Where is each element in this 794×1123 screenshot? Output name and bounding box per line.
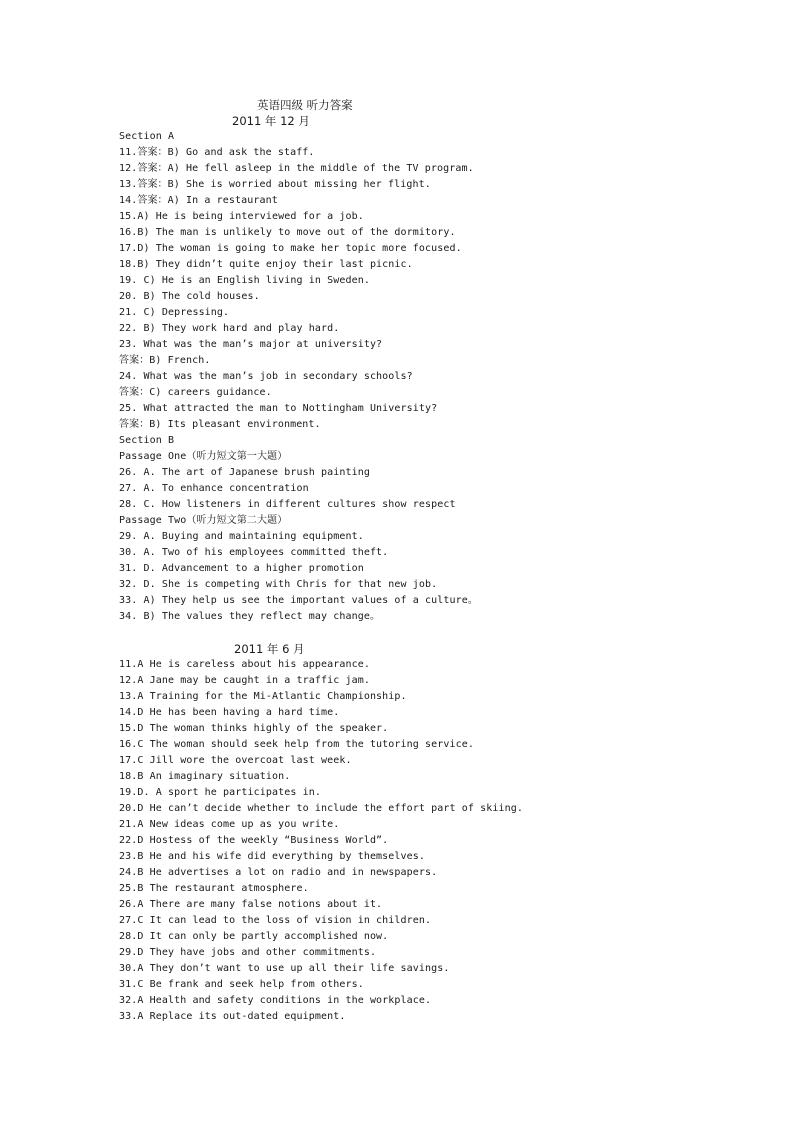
answer-line: 23.B He and his wife did everything by themselves. <box>119 851 426 862</box>
answer-line: 16.B) The man is unlikely to move out of the dormitory. <box>119 227 456 238</box>
answer-line: 19.D. A sport he participates in. <box>119 787 321 798</box>
answer-line: 16.C The woman should seek help from the tutoring service. <box>119 739 474 750</box>
answer-line: 20. B) The cold houses. <box>119 291 260 302</box>
answer-line: 13.A Training for the Mi-Atlantic Championship. <box>119 691 407 702</box>
answer-line: 22. B) They work hard and play hard. <box>119 323 340 334</box>
answer-line: 答案：B) French. <box>119 355 211 366</box>
section-heading-dec-2011: 2011 年 12 月 <box>232 114 310 128</box>
answer-line: Section B <box>119 435 175 446</box>
answer-line: 29.D They have jobs and other commitments. <box>119 947 377 958</box>
answer-line: 32.A Health and safety conditions in the workplace. <box>119 995 432 1006</box>
answer-line: 28.D It can only be partly accomplished now. <box>119 931 389 942</box>
answer-line: 15.A) He is being interviewed for a job. <box>119 211 364 222</box>
answer-line: 18.B) They didn’t quite enjoy their last picnic. <box>119 259 413 270</box>
answer-line: 24.B He advertises a lot on radio and in newspapers. <box>119 867 438 878</box>
answer-line: 13.答案：B) She is worried about missing her flight. <box>119 179 431 190</box>
section-heading-jun-2011: 2011 年 6 月 <box>234 642 305 656</box>
answer-line: 31.C Be frank and seek help from others. <box>119 979 364 990</box>
answer-line: 11.A He is careless about his appearance. <box>119 659 370 670</box>
answer-line: 14.D He has been having a hard time. <box>119 707 340 718</box>
answer-list-jun-2011 <box>119 657 523 1025</box>
answer-line: 14.答案：A) In a restaurant <box>119 195 278 206</box>
answer-line: 26.A There are many false notions about it. <box>119 899 383 910</box>
answer-line: 30.A They don’t want to use up all their life savings. <box>119 963 450 974</box>
answer-line: 27.C It can lead to the loss of vision in children. <box>119 915 432 926</box>
answer-line: 32. D. She is competing with Chris for that new job. <box>119 579 438 590</box>
answer-line: 23. What was the man’s major at university? <box>119 339 383 350</box>
answer-line: Passage One（听力短文第一大题） <box>119 451 288 462</box>
answer-list-dec-2011 <box>119 129 478 625</box>
answer-line: 答案：B) Its pleasant environment. <box>119 419 321 430</box>
answer-line: 12.答案：A) He fell asleep in the middle of the TV program. <box>119 163 474 174</box>
answer-line: 21.A New ideas come up as you write. <box>119 819 340 830</box>
answer-line: 15.D The woman thinks highly of the speaker. <box>119 723 389 734</box>
answer-line: 25. What attracted the man to Nottingham University? <box>119 403 438 414</box>
answer-line: 答案：C) careers guidance. <box>119 387 272 398</box>
answer-line: 26. A. The art of Japanese brush painting <box>119 467 370 478</box>
answer-line: 25.B The restaurant atmosphere. <box>119 883 309 894</box>
answer-line: 22.D Hostess of the weekly “Business World”. <box>119 835 389 846</box>
answer-line: 29. A. Buying and maintaining equipment. <box>119 531 364 542</box>
answer-line: Passage Two（听力短文第二大题） <box>119 515 288 526</box>
answer-line: 12.A Jane may be caught in a traffic jam. <box>119 675 370 686</box>
answer-line: 21. C) Depressing. <box>119 307 230 318</box>
answer-line: 30. A. Two of his employees committed theft. <box>119 547 389 558</box>
answer-line: 20.D He can’t decide whether to include the effort part of skiing. <box>119 803 523 814</box>
answer-line: 17.D) The woman is going to make her topic more focused. <box>119 243 462 254</box>
answer-line: 34. B) The values they reflect may change。 <box>119 611 381 622</box>
answer-line: 31. D. Advancement to a higher promotion <box>119 563 364 574</box>
page-title: 英语四级 听力答案 <box>257 98 353 112</box>
answer-line: 19. C) He is an English living in Sweden. <box>119 275 370 286</box>
answer-line: 28. C. How listeners in different cultures show respect <box>119 499 456 510</box>
answer-line: Section A <box>119 131 175 142</box>
answer-line: 18.B An imaginary situation. <box>119 771 291 782</box>
answer-line: 17.C Jill wore the overcoat last week. <box>119 755 352 766</box>
answer-line: 24. What was the man’s job in secondary schools? <box>119 371 413 382</box>
answer-line: 33. A) They help us see the important values of a culture。 <box>119 595 478 606</box>
answer-line: 33.A Replace its out-dated equipment. <box>119 1011 346 1022</box>
answer-line: 11.答案：B) Go and ask the staff. <box>119 147 315 158</box>
answer-line: 27. A. To enhance concentration <box>119 483 309 494</box>
